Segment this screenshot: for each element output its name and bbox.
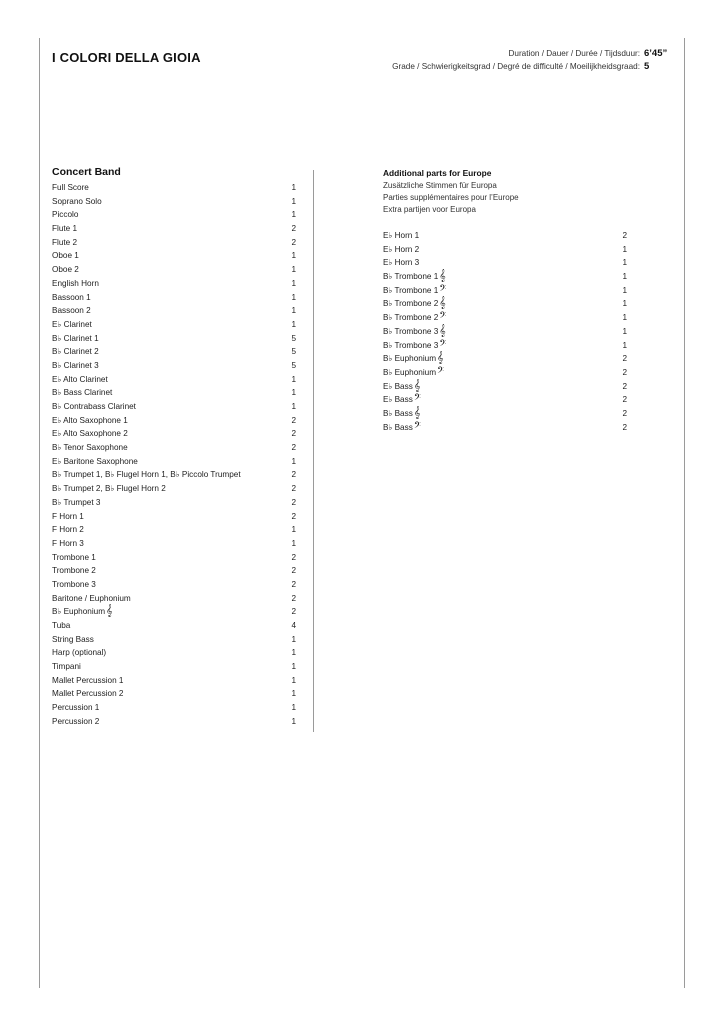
part-name: E♭ Horn 1 xyxy=(383,231,420,240)
part-name: F Horn 2 xyxy=(52,525,84,535)
concert-band-parts-list xyxy=(52,181,296,729)
right-border-line xyxy=(684,38,685,988)
treble-clef-icon: 𝄞 xyxy=(437,351,444,365)
part-name: B♭ Trombone 1 xyxy=(383,272,439,282)
part-name: Oboe 1 xyxy=(52,251,79,261)
part-name-group xyxy=(52,523,84,537)
part-name-group xyxy=(52,332,99,346)
part-quantity: 1 xyxy=(291,703,296,713)
part-name: B♭ Trombone 3 xyxy=(383,340,439,350)
part-name-group xyxy=(52,236,77,250)
part-quantity: 1 xyxy=(622,285,627,295)
part-quantity: 1 xyxy=(291,265,296,275)
part-name-group xyxy=(52,715,99,729)
treble-clef-icon: 𝄞 xyxy=(413,378,421,392)
part-quantity: 2 xyxy=(291,484,296,494)
part-name-group xyxy=(52,386,112,400)
duration-line xyxy=(508,48,668,59)
treble-clef-icon: 𝄞 xyxy=(106,604,113,618)
part-quantity: 2 xyxy=(291,443,296,453)
part-row xyxy=(52,482,296,496)
part-name: B♭ Trombone 3 xyxy=(383,326,439,336)
part-name-group xyxy=(52,455,138,469)
part-name-group xyxy=(52,674,123,688)
part-row xyxy=(52,277,296,291)
grade-value: 5 xyxy=(644,61,650,72)
part-name-group xyxy=(383,270,446,284)
part-quantity: 2 xyxy=(622,367,627,377)
part-name: B♭ Trumpet 2, B♭ Flugel Horn 2 xyxy=(52,484,166,494)
part-name: B♭ Clarinet 3 xyxy=(52,360,99,370)
part-name-group xyxy=(52,537,84,551)
part-name: B♭ Trombone 1 xyxy=(383,285,439,295)
treble-clef-icon: 𝄞 xyxy=(439,323,446,337)
part-quantity: 1 xyxy=(291,183,296,192)
part-quantity: 1 xyxy=(291,402,296,411)
part-name: E♭ Alto Clarinet xyxy=(52,374,108,384)
part-name: E♭ Baritone Saxophone xyxy=(52,456,138,466)
part-row xyxy=(52,619,296,633)
part-name-group xyxy=(383,352,444,366)
europe-title: Additional parts for Europe xyxy=(383,168,492,178)
part-name-group xyxy=(52,291,91,305)
part-name: String Bass xyxy=(52,634,94,644)
part-row xyxy=(52,345,296,359)
part-name-group xyxy=(52,304,91,318)
part-row xyxy=(52,249,296,263)
part-name-group xyxy=(52,551,96,565)
part-quantity: 5 xyxy=(291,333,296,343)
part-name-group xyxy=(52,208,78,222)
part-name-group xyxy=(383,325,446,339)
part-row xyxy=(383,270,627,284)
part-name: Baritone / Euphonium xyxy=(52,593,131,603)
part-row xyxy=(52,414,296,428)
part-name: Mallet Percussion 1 xyxy=(52,675,124,685)
part-row xyxy=(383,229,627,243)
part-quantity: 1 xyxy=(291,319,296,329)
part-name: E♭ Horn 3 xyxy=(383,258,420,268)
part-name: E♭ Horn 2 xyxy=(383,244,420,254)
part-quantity: 2 xyxy=(622,381,627,391)
part-name-group xyxy=(52,373,108,387)
part-row xyxy=(383,256,627,270)
part-quantity: 2 xyxy=(622,408,627,418)
part-name: B♭ Euphonium xyxy=(52,607,106,617)
part-row xyxy=(52,701,296,715)
part-row xyxy=(52,564,296,578)
part-name-group xyxy=(52,277,99,291)
part-name-group xyxy=(52,510,84,524)
part-quantity: 1 xyxy=(291,716,296,726)
part-name-group xyxy=(383,380,420,394)
part-name: English Horn xyxy=(52,278,99,288)
part-quantity: 2 xyxy=(291,607,296,617)
part-name: B♭ Trombone 2 xyxy=(383,313,439,323)
part-quantity: 4 xyxy=(291,621,296,630)
part-name: Timpani xyxy=(52,662,81,672)
part-row xyxy=(52,592,296,606)
part-quantity: 2 xyxy=(291,566,296,576)
part-name-group xyxy=(52,687,123,701)
part-quantity: 1 xyxy=(291,675,296,685)
part-quantity: 1 xyxy=(291,292,296,302)
part-row xyxy=(52,236,296,250)
part-row xyxy=(383,284,627,298)
part-row xyxy=(383,393,627,407)
part-name: B♭ Clarinet 1 xyxy=(52,333,99,343)
part-name-group xyxy=(383,297,446,311)
part-name-group xyxy=(52,496,100,510)
part-name: B♭ Bass Clarinet xyxy=(52,388,113,398)
left-border-line xyxy=(39,38,40,988)
part-quantity: 1 xyxy=(291,374,296,384)
part-row xyxy=(52,195,296,209)
part-name-group xyxy=(383,243,419,257)
part-name: Piccolo xyxy=(52,210,79,220)
part-row xyxy=(52,605,296,619)
part-name: Trombone 1 xyxy=(52,552,96,562)
part-row xyxy=(52,400,296,414)
part-quantity: 1 xyxy=(622,272,627,282)
part-quantity: 1 xyxy=(291,634,296,644)
part-name-group xyxy=(52,482,166,496)
part-name-group xyxy=(52,263,79,277)
bass-clef-icon: 𝄢 xyxy=(439,337,447,351)
part-quantity: 1 xyxy=(622,244,627,254)
part-name: F Horn 3 xyxy=(52,538,84,548)
part-name-group xyxy=(383,421,421,435)
part-name: B♭ Bass xyxy=(383,408,413,418)
part-row xyxy=(383,325,627,339)
part-quantity: 2 xyxy=(291,511,296,521)
part-quantity: 1 xyxy=(291,456,296,466)
part-name: Full Score xyxy=(52,183,89,192)
part-quantity: 5 xyxy=(291,347,296,357)
part-name-group xyxy=(52,646,106,660)
part-quantity: 2 xyxy=(291,224,296,234)
part-quantity: 2 xyxy=(291,497,296,507)
part-name: E♭ Alto Saxophone 2 xyxy=(52,429,128,439)
part-row xyxy=(52,332,296,346)
part-quantity: 2 xyxy=(291,470,296,480)
part-name-group xyxy=(52,633,94,647)
part-name-group xyxy=(383,366,444,380)
part-row xyxy=(52,359,296,373)
part-quantity: 2 xyxy=(622,395,627,405)
part-name-group xyxy=(383,393,421,407)
part-quantity: 2 xyxy=(622,354,627,364)
part-name-group xyxy=(52,605,113,619)
part-name: B♭ Trumpet 3 xyxy=(52,497,101,507)
part-row xyxy=(52,674,296,688)
part-name: Flute 2 xyxy=(52,237,78,247)
part-row xyxy=(52,291,296,305)
part-quantity: 1 xyxy=(291,689,296,699)
europe-header xyxy=(383,167,519,216)
duration-label: Duration / Dauer / Durée / Tijdsduur: xyxy=(508,49,640,58)
bass-clef-icon: 𝄢 xyxy=(437,364,445,378)
part-name: Soprano Solo xyxy=(52,196,102,206)
europe-parts-list xyxy=(383,229,627,434)
part-name: Flute 1 xyxy=(52,224,78,234)
part-quantity: 1 xyxy=(291,251,296,261)
part-row xyxy=(52,208,296,222)
part-quantity: 2 xyxy=(291,415,296,425)
part-name: B♭ Bass xyxy=(383,422,413,432)
part-row xyxy=(52,523,296,537)
part-quantity: 1 xyxy=(622,340,627,350)
part-row xyxy=(52,181,296,195)
part-quantity: 1 xyxy=(291,278,296,288)
page-title: I COLORI DELLA GIOIA xyxy=(52,50,201,65)
part-quantity: 1 xyxy=(622,326,627,336)
part-name: E♭ Alto Saxophone 1 xyxy=(52,415,128,425)
part-name: E♭ Clarinet xyxy=(52,319,92,329)
part-row xyxy=(52,455,296,469)
part-row xyxy=(383,339,627,353)
part-name: B♭ Trombone 2 xyxy=(383,299,439,309)
part-row xyxy=(383,421,627,435)
part-row xyxy=(52,263,296,277)
part-name-group xyxy=(52,345,99,359)
part-row xyxy=(52,496,296,510)
part-name: Bassoon 1 xyxy=(52,292,91,302)
part-name: E♭ Bass xyxy=(383,395,413,405)
part-quantity: 1 xyxy=(291,525,296,535)
part-row xyxy=(52,687,296,701)
part-name-group xyxy=(52,578,96,592)
part-row xyxy=(383,407,627,421)
part-row xyxy=(52,578,296,592)
part-name-group xyxy=(52,359,99,373)
europe-subtitle-de: Zusätzliche Stimmen für Europa xyxy=(383,180,497,190)
grade-label: Grade / Schwierigkeitsgrad / Degré de difficulté / Moeilijkheidsgraad: xyxy=(392,62,640,71)
part-name: B♭ Euphonium xyxy=(383,367,437,377)
part-quantity: 1 xyxy=(291,648,296,658)
part-quantity: 2 xyxy=(291,552,296,562)
part-quantity: 1 xyxy=(291,196,296,206)
part-name-group xyxy=(52,427,128,441)
part-name: E♭ Bass xyxy=(383,381,413,391)
part-name: Mallet Percussion 2 xyxy=(52,689,124,699)
part-name: Harp (optional) xyxy=(52,648,107,658)
grade-line xyxy=(392,61,668,72)
part-name-group xyxy=(383,407,420,421)
part-row xyxy=(52,537,296,551)
part-row xyxy=(52,646,296,660)
part-name-group xyxy=(52,441,128,455)
part-quantity: 1 xyxy=(622,313,627,323)
part-name-group xyxy=(52,701,99,715)
part-row xyxy=(52,318,296,332)
part-name: B♭ Contrabass Clarinet xyxy=(52,402,136,411)
part-row xyxy=(52,468,296,482)
part-row xyxy=(52,633,296,647)
part-quantity: 1 xyxy=(291,538,296,548)
part-name: Oboe 2 xyxy=(52,265,79,275)
treble-clef-icon: 𝄞 xyxy=(413,405,421,419)
part-row xyxy=(52,373,296,387)
part-name: B♭ Euphonium xyxy=(383,354,437,364)
part-quantity: 1 xyxy=(622,258,627,268)
part-name: Percussion 1 xyxy=(52,703,100,713)
part-quantity: 2 xyxy=(291,593,296,603)
part-row xyxy=(52,222,296,236)
column-divider xyxy=(313,170,314,732)
part-quantity: 1 xyxy=(291,662,296,672)
concert-band-title: Concert Band xyxy=(52,166,121,178)
part-quantity: 1 xyxy=(291,388,296,398)
treble-clef-icon: 𝄞 xyxy=(439,269,446,283)
part-name-group xyxy=(52,564,96,578)
part-row xyxy=(52,304,296,318)
part-name-group xyxy=(52,468,241,482)
part-quantity: 5 xyxy=(291,360,296,370)
part-row xyxy=(52,715,296,729)
part-name-group xyxy=(52,414,128,428)
part-row xyxy=(52,660,296,674)
part-row xyxy=(52,386,296,400)
part-quantity: 1 xyxy=(622,299,627,309)
part-row xyxy=(52,427,296,441)
part-name-group xyxy=(52,592,131,606)
europe-subtitle-nl: Extra partijen voor Europa xyxy=(383,204,476,214)
bass-clef-icon: 𝄢 xyxy=(413,392,421,406)
part-row xyxy=(52,441,296,455)
part-quantity: 2 xyxy=(291,429,296,439)
part-name-group xyxy=(383,311,446,325)
part-quantity: 1 xyxy=(291,210,296,220)
part-row xyxy=(383,243,627,257)
part-name: Tuba xyxy=(52,621,71,630)
part-name: Percussion 2 xyxy=(52,716,100,726)
part-name: Trombone 3 xyxy=(52,579,96,589)
part-name-group xyxy=(52,181,89,195)
part-row xyxy=(383,352,627,366)
part-name-group xyxy=(52,195,102,209)
part-row xyxy=(383,366,627,380)
part-name: Bassoon 2 xyxy=(52,306,91,316)
part-name-group xyxy=(383,284,446,298)
duration-value: 6’45” xyxy=(644,48,668,59)
part-row xyxy=(383,297,627,311)
part-name: F Horn 1 xyxy=(52,511,84,521)
part-row xyxy=(52,510,296,524)
part-quantity: 2 xyxy=(291,579,296,589)
part-name-group xyxy=(52,400,136,414)
part-name: B♭ Trumpet 1, B♭ Flugel Horn 1, B♭ Piccolo Trumpet xyxy=(52,470,241,480)
part-name: B♭ Clarinet 2 xyxy=(52,347,99,357)
treble-clef-icon: 𝄞 xyxy=(439,296,446,310)
part-name-group xyxy=(52,222,77,236)
part-name: Trombone 2 xyxy=(52,566,96,576)
bass-clef-icon: 𝄢 xyxy=(439,282,447,296)
part-name-group xyxy=(383,339,446,353)
part-row xyxy=(383,380,627,394)
part-name-group xyxy=(52,619,70,633)
part-quantity: 2 xyxy=(622,231,627,240)
bass-clef-icon: 𝄢 xyxy=(413,419,421,433)
part-quantity: 2 xyxy=(622,422,627,432)
part-row xyxy=(383,311,627,325)
part-name-group xyxy=(52,318,92,332)
europe-subtitle-fr: Parties supplémentaires pour l’Europe xyxy=(383,192,519,202)
bass-clef-icon: 𝄢 xyxy=(439,310,447,324)
part-name-group xyxy=(52,249,79,263)
part-name-group xyxy=(383,229,419,243)
part-quantity: 2 xyxy=(291,237,296,247)
part-name-group xyxy=(383,256,419,270)
part-name: B♭ Tenor Saxophone xyxy=(52,443,128,453)
part-row xyxy=(52,551,296,565)
part-quantity: 1 xyxy=(291,306,296,316)
part-name-group xyxy=(52,660,81,674)
